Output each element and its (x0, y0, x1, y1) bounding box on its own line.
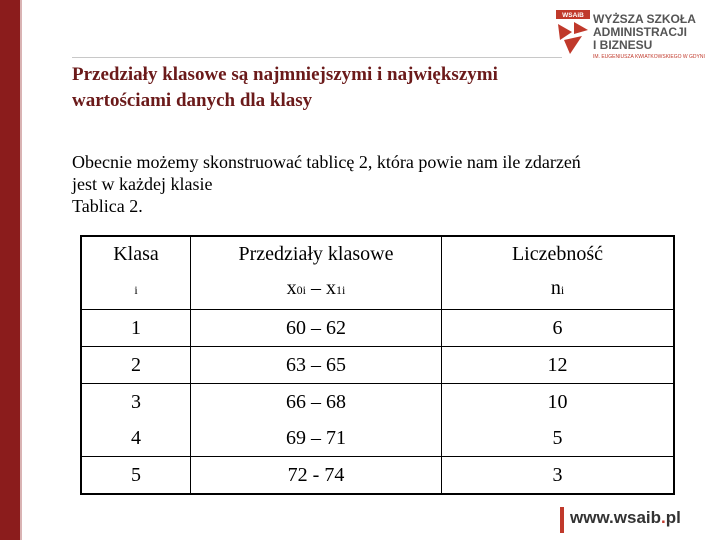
header-divider (72, 57, 562, 58)
title-line-1: Przedziały klasowe są najmniejszymi i największymi (72, 64, 498, 85)
cell-przedzial: 63 – 65 (191, 347, 442, 384)
logo-subline: IM. EUGENIUSZA KWIATKOWSKIEGO W GDYNI (593, 54, 705, 60)
cell-przedzial: 60 – 62 (191, 310, 442, 347)
cell-przedzial: 66 – 68 (191, 384, 442, 421)
cell-klasa: 2 (81, 347, 191, 384)
logo-line-3: I BIZNESU (593, 38, 653, 52)
table-row (81, 347, 674, 384)
header-liczebnosc: Liczebność ni (442, 236, 675, 310)
cell-klasa: 1 (81, 310, 191, 347)
logo-line-1: WYŻSZA SZKOŁA (593, 12, 696, 26)
header-klasa-sub: i (134, 283, 138, 297)
logo-text (593, 13, 696, 52)
table-row (81, 384, 674, 421)
table-header-row (81, 236, 674, 310)
footer-url-logo (560, 505, 710, 535)
body-line-1: Obecnie możemy skonstruować tablicę 2, która powie nam ile zdarzeń (72, 152, 581, 172)
cell-liczebnosc: 3 (442, 457, 675, 495)
frequency-table (80, 235, 675, 495)
left-accent-line (20, 0, 22, 540)
slide-body (72, 151, 672, 217)
logo-line-2: ADMINISTRACJI (593, 25, 688, 39)
cell-klasa: 3 (81, 384, 191, 421)
cell-przedzial: 72 - 74 (191, 457, 442, 495)
wsaib-logo (556, 10, 714, 66)
table-row (81, 310, 674, 347)
body-line-2: jest w każdej klasie (72, 174, 213, 194)
cell-klasa: 5 (81, 457, 191, 495)
logo-badge-text: WSAiB (562, 12, 584, 19)
cell-liczebnosc: 6 (442, 310, 675, 347)
cell-klasa: 4 (81, 420, 191, 457)
table-caption: Tablica 2. (72, 196, 143, 216)
header-klasa: Klasa i (81, 236, 191, 310)
table-row (81, 420, 674, 457)
header-przedzialy: Przedziały klasowe x0i – x1i (191, 236, 442, 310)
wsaib-logo-mark (556, 10, 590, 56)
title-line-2: wartościami danych dla klasy (72, 90, 313, 111)
cell-przedzial: 69 – 71 (191, 420, 442, 457)
cell-liczebnosc: 12 (442, 347, 675, 384)
footer-accent-bar (560, 507, 564, 533)
footer-url: www.wsaib.pl (570, 508, 681, 527)
cell-liczebnosc: 10 (442, 384, 675, 421)
left-accent-strip (0, 0, 20, 540)
slide-title (72, 62, 672, 114)
cell-liczebnosc: 5 (442, 420, 675, 457)
table-row (81, 457, 674, 495)
